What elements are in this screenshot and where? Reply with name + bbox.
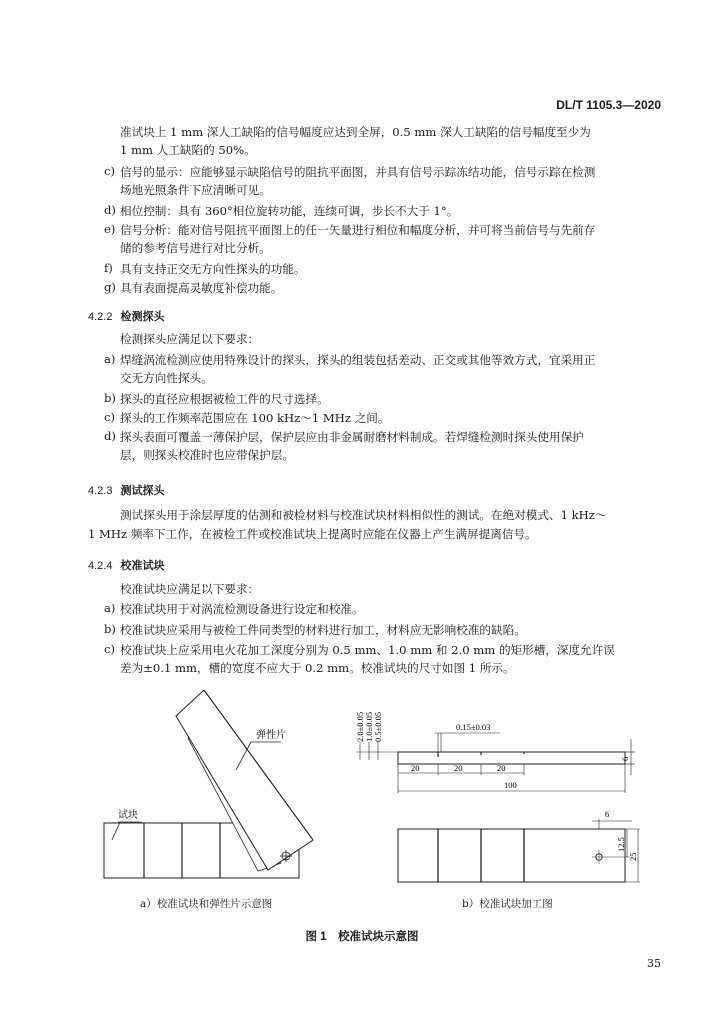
paragraph-line: 测试探头用于涂层厚度的估测和被检材料与校准试块材料相似性的测试。在绝对模式、1 kHz～ [120,508,607,522]
section-heading-4-2-3 [88,482,164,498]
spacing-dim: 20 [454,763,463,773]
paragraph-line: 1 MHz 频率下工作，在被检工件或校准试块上提离时应能在仪器上产生满屏提离信号。 [88,527,537,541]
list-item-line: 具有表面提高灵敏度补偿功能。 [120,281,283,295]
block-label: 试块 [118,810,138,821]
depth-dim-1-0: 1.0±0.05 [364,711,374,742]
depth-dim-2-0: 2.0±0.05 [355,711,365,742]
list-marker: c) [104,642,116,656]
section-title: 检测探头 [120,311,165,323]
list-item-line: 探头表面可覆盖一薄保护层，保护层应由非金属耐磨材料制成。若焊缝检测时探头使用保护 [120,430,584,444]
figure-b-caption: b）校准试块加工图 [462,898,553,910]
list-item-line: 信号的显示：应能够显示缺陷信号的阻抗平面图，并具有信号示踪冻结功能，信号示踪在检测 [120,165,596,179]
list-item-line: 差为±0.1 mm，槽的宽度不应大于 0.2 mm。校准试块的尺寸如图 1 所示。 [120,661,515,675]
figure-title: 图 1 校准试块示意图 [305,931,419,943]
spacing-dim: 20 [497,763,506,773]
page-number: 35 [647,957,661,970]
list-marker: e) [104,222,116,236]
list-marker: g) [104,280,116,294]
section-title: 校准试块 [120,560,165,572]
list-item-line: 储的参考信号进行对比分析。 [120,241,271,255]
list-marker: d) [104,429,116,443]
list-item-line: 焊缝涡流检测应使用特殊设计的探头，探头的组装包括差动、正交或其他等效方式，宜采用正 [120,353,596,367]
depth-dim-0-5: 0.5±0.05 [373,711,383,742]
figure-b-drawing [340,695,640,890]
list-marker: d) [104,203,116,217]
list-item-line: 探头的直径应根据被检工件的尺寸选择。 [120,392,329,406]
section-number: 4.2.2 [88,311,113,323]
list-marker: a) [104,352,116,366]
slot-width-dim: 0.15±0.03 [456,722,491,732]
paragraph-line: 准试块上 1 mm 深人工缺陷的信号幅度应达到全屏，0.5 mm 深人工缺陷的信号幅度至少为 [120,125,591,139]
list-item-line: 校准试块上应采用电火花加工深度分别为 0.5 mm、1.0 mm 和 2.0 mm 的矩形槽，深度允许误 [120,643,615,657]
list-item-line: 场地光照条件下应清晰可见。 [120,183,271,197]
list-marker: f) [104,261,113,275]
list-marker: a) [104,601,116,615]
list-marker: b) [104,622,116,636]
list-item-line: 校准试块应采用与被检工件同类型的材料进行加工，材料应无影响校准的缺陷。 [120,623,526,637]
block-height-dim: 25 [628,852,638,861]
section-heading-4-2-4 [88,557,164,573]
spacing-dim: 20 [411,763,420,773]
section-heading-4-2-2 [88,308,164,324]
list-marker: b) [104,391,116,405]
thickness-dim: 6 [620,756,630,761]
section-title: 测试探头 [120,485,165,497]
block-side-view [398,752,625,764]
section-number: 4.2.4 [88,560,113,572]
section-intro: 校准试块应满足以下要求： [120,582,260,596]
standard-number: DL/T 1105.3—2020 [556,98,661,112]
block-front-view [398,829,625,882]
list-item-line: 探头的工作频率范围应在 100 kHz～1 MHz 之间。 [120,411,390,425]
list-item-line: 层，则探头校准时也应带保护层。 [120,448,294,462]
paragraph-line: 1 mm 人工缺陷的 50%。 [120,143,256,157]
hole-offset-dim: 6 [605,809,610,819]
list-item-line: 校准试块用于对涡流检测设备进行设定和校准。 [120,602,364,616]
section-intro: 检测探头应满足以下要求： [120,332,260,346]
section-number: 4.2.3 [88,485,113,497]
list-item-line: 交无方向性探头。 [120,371,213,385]
list-item-line: 具有支持正交无方向性探头的功能。 [120,262,306,276]
list-marker: c) [104,164,116,178]
figure-a-caption: a）校准试块和弹性片示意图 [140,898,273,910]
figure-a-drawing [96,690,316,890]
list-item-line: 相位控制：具有 360°相位旋转功能，连续可调，步长不大于 1°。 [120,204,459,218]
spring-plate-label: 弹性片 [256,730,286,741]
length-dim: 100 [504,780,517,790]
list-marker: c) [104,410,116,424]
hole-height-dim: 12.5 [616,837,626,852]
list-item-line: 信号分析：能对信号阻抗平面图上的任一矢量进行相位和幅度分析，并可将当前信号与先前存 [120,223,596,237]
